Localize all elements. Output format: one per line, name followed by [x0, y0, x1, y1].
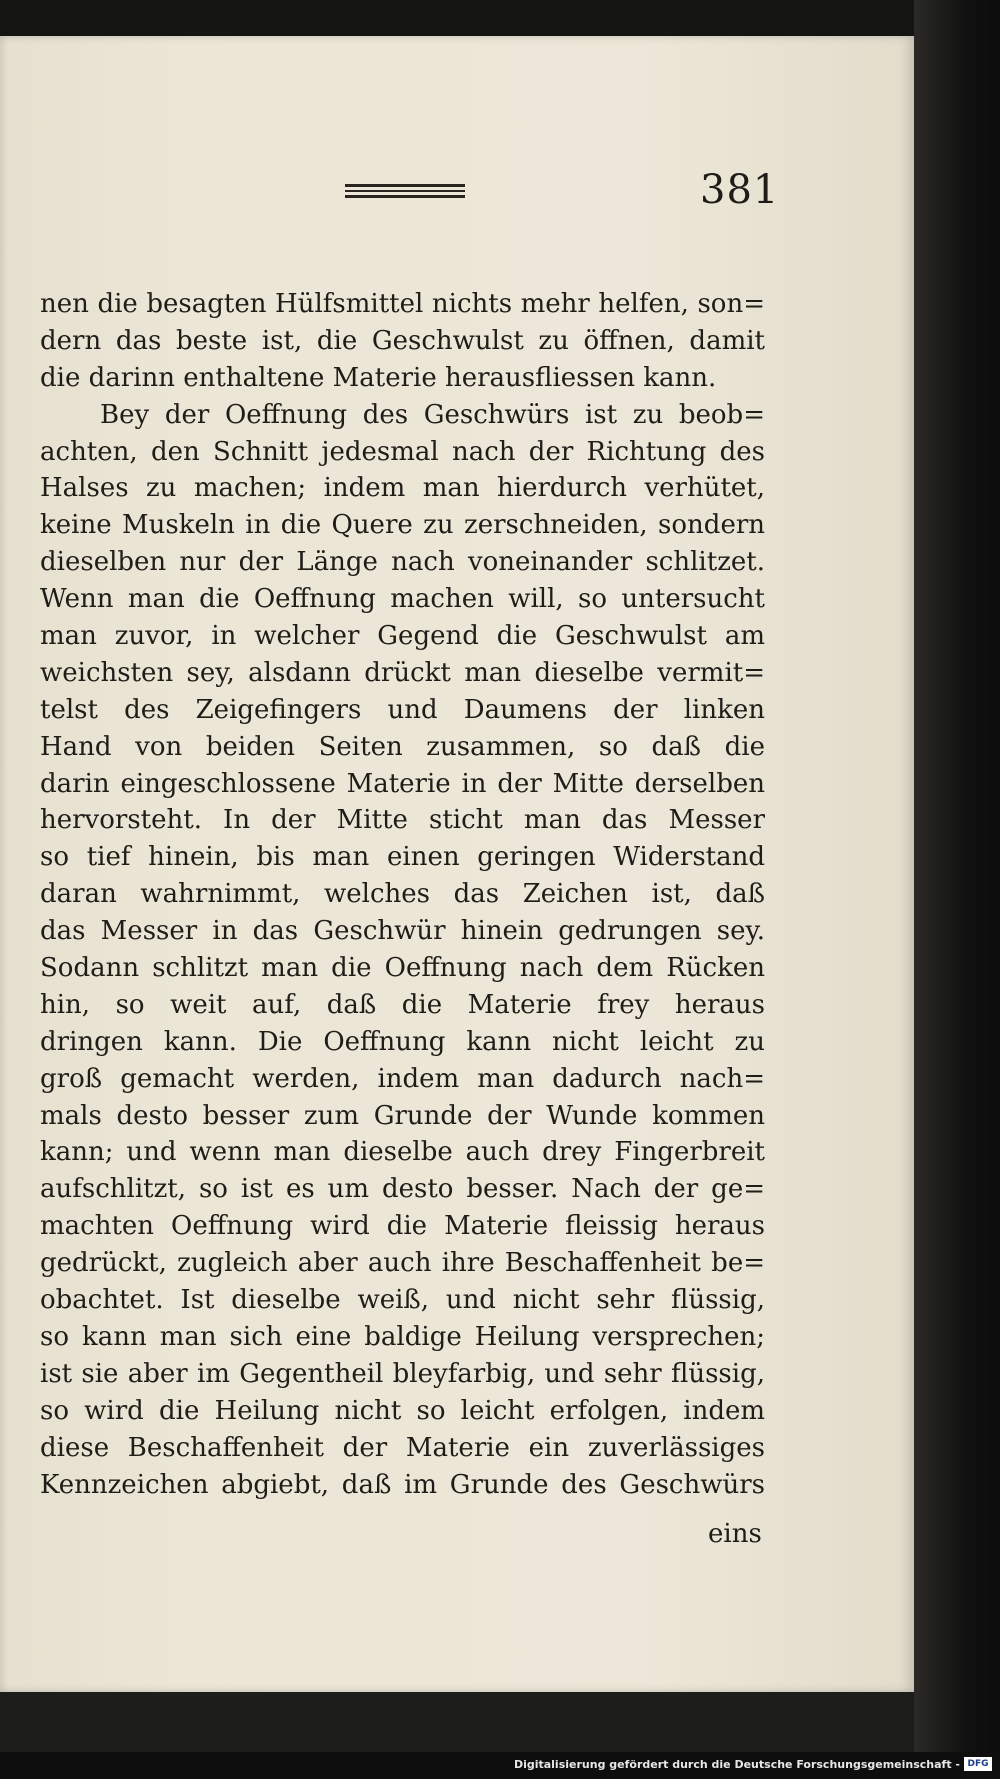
text-line: diese Beschaffenheit der Materie ein zuverlässiges	[40, 1432, 765, 1463]
book-page	[0, 36, 914, 1692]
text-line: so wird die Heilung nicht so leicht erfolgen, indem	[40, 1395, 765, 1426]
page-number: 381	[700, 167, 780, 213]
body-text	[40, 286, 765, 1503]
text-line: hin, so weit auf, daß die Materie frey heraus	[40, 989, 765, 1020]
text-line: machten Oeffnung wird die Materie fleissig heraus	[40, 1211, 765, 1242]
text-line: Wenn man die Oeffnung machen will, so untersucht	[40, 584, 765, 615]
text-line: dieselben nur der Länge nach voneinander schlitzet.	[40, 547, 765, 578]
text-line: hervorsteht. In der Mitte sticht man das Messer	[40, 805, 765, 836]
text-line: aufschlitzt, so ist es um desto besser. Nach der ge=	[40, 1174, 765, 1205]
text-line: mals desto besser zum Grunde der Wunde kommen	[40, 1100, 765, 1131]
text-line: Halses zu machen; indem man hierdurch verhütet,	[40, 473, 765, 504]
text-line: man zuvor, in welcher Gegend die Geschwulst am	[40, 621, 765, 652]
text-line: so tief hinein, bis man einen geringen Widerstand	[40, 842, 765, 873]
text-line: darin eingeschlossene Materie in der Mitte derselben	[40, 768, 765, 799]
text-line: achten, den Schnitt jedesmal nach der Richtung des	[40, 436, 765, 467]
text-line: das Messer in das Geschwür hinein gedrungen sey.	[40, 916, 765, 947]
text-line: Bey der Oeffnung des Geschwürs ist zu beob=	[100, 399, 765, 430]
digitization-footer	[0, 1752, 1000, 1779]
catchword: eins	[708, 1519, 762, 1549]
text-line: groß gemacht werden, indem man dadurch nach=	[40, 1063, 765, 1094]
text-line: obachtet. Ist dieselbe weiß, und nicht sehr flüssig,	[40, 1285, 765, 1316]
text-line: kann; und wenn man dieselbe auch drey Fingerbreit	[40, 1137, 765, 1168]
scan-background-top	[0, 0, 1000, 40]
header-ornament-rule	[345, 184, 465, 200]
text-line: so kann man sich eine baldige Heilung versprechen;	[40, 1321, 765, 1352]
text-line: Hand von beiden Seiten zusammen, so daß die	[40, 731, 765, 762]
dfg-logo-icon: DFG	[964, 1757, 992, 1771]
text-line: nen die besagten Hülfsmittel nichts mehr helfen, son=	[40, 289, 765, 319]
text-line: daran wahrnimmt, welches das Zeichen ist, daß	[40, 879, 765, 910]
text-line: die darinn enthaltene Materie herausfliessen kann.	[40, 362, 717, 393]
scan-background-edge	[914, 0, 1000, 1779]
text-line: Kennzeichen abgiebt, daß im Grunde des Geschwürs	[40, 1469, 765, 1500]
text-line: dern das beste ist, die Geschwulst zu öffnen, damit	[40, 325, 765, 356]
text-line: weichsten sey, alsdann drückt man dieselbe vermit=	[40, 657, 765, 688]
text-line: telst des Zeigefingers und Daumens der linken	[40, 694, 765, 725]
text-line: ist sie aber im Gegentheil bleyfarbig, und sehr flüssig,	[40, 1358, 765, 1389]
text-line: keine Muskeln in die Quere zu zerschneiden, sondern	[40, 510, 765, 541]
text-line: gedrückt, zugleich aber auch ihre Beschaffenheit be=	[40, 1248, 765, 1279]
footer-credit: Digitalisierung gefördert durch die Deutsche Forschungsgemeinschaft -	[513, 1758, 960, 1771]
text-line: dringen kann. Die Oeffnung kann nicht leicht zu	[40, 1026, 765, 1057]
text-line: Sodann schlitzt man die Oeffnung nach dem Rücken	[40, 953, 765, 984]
